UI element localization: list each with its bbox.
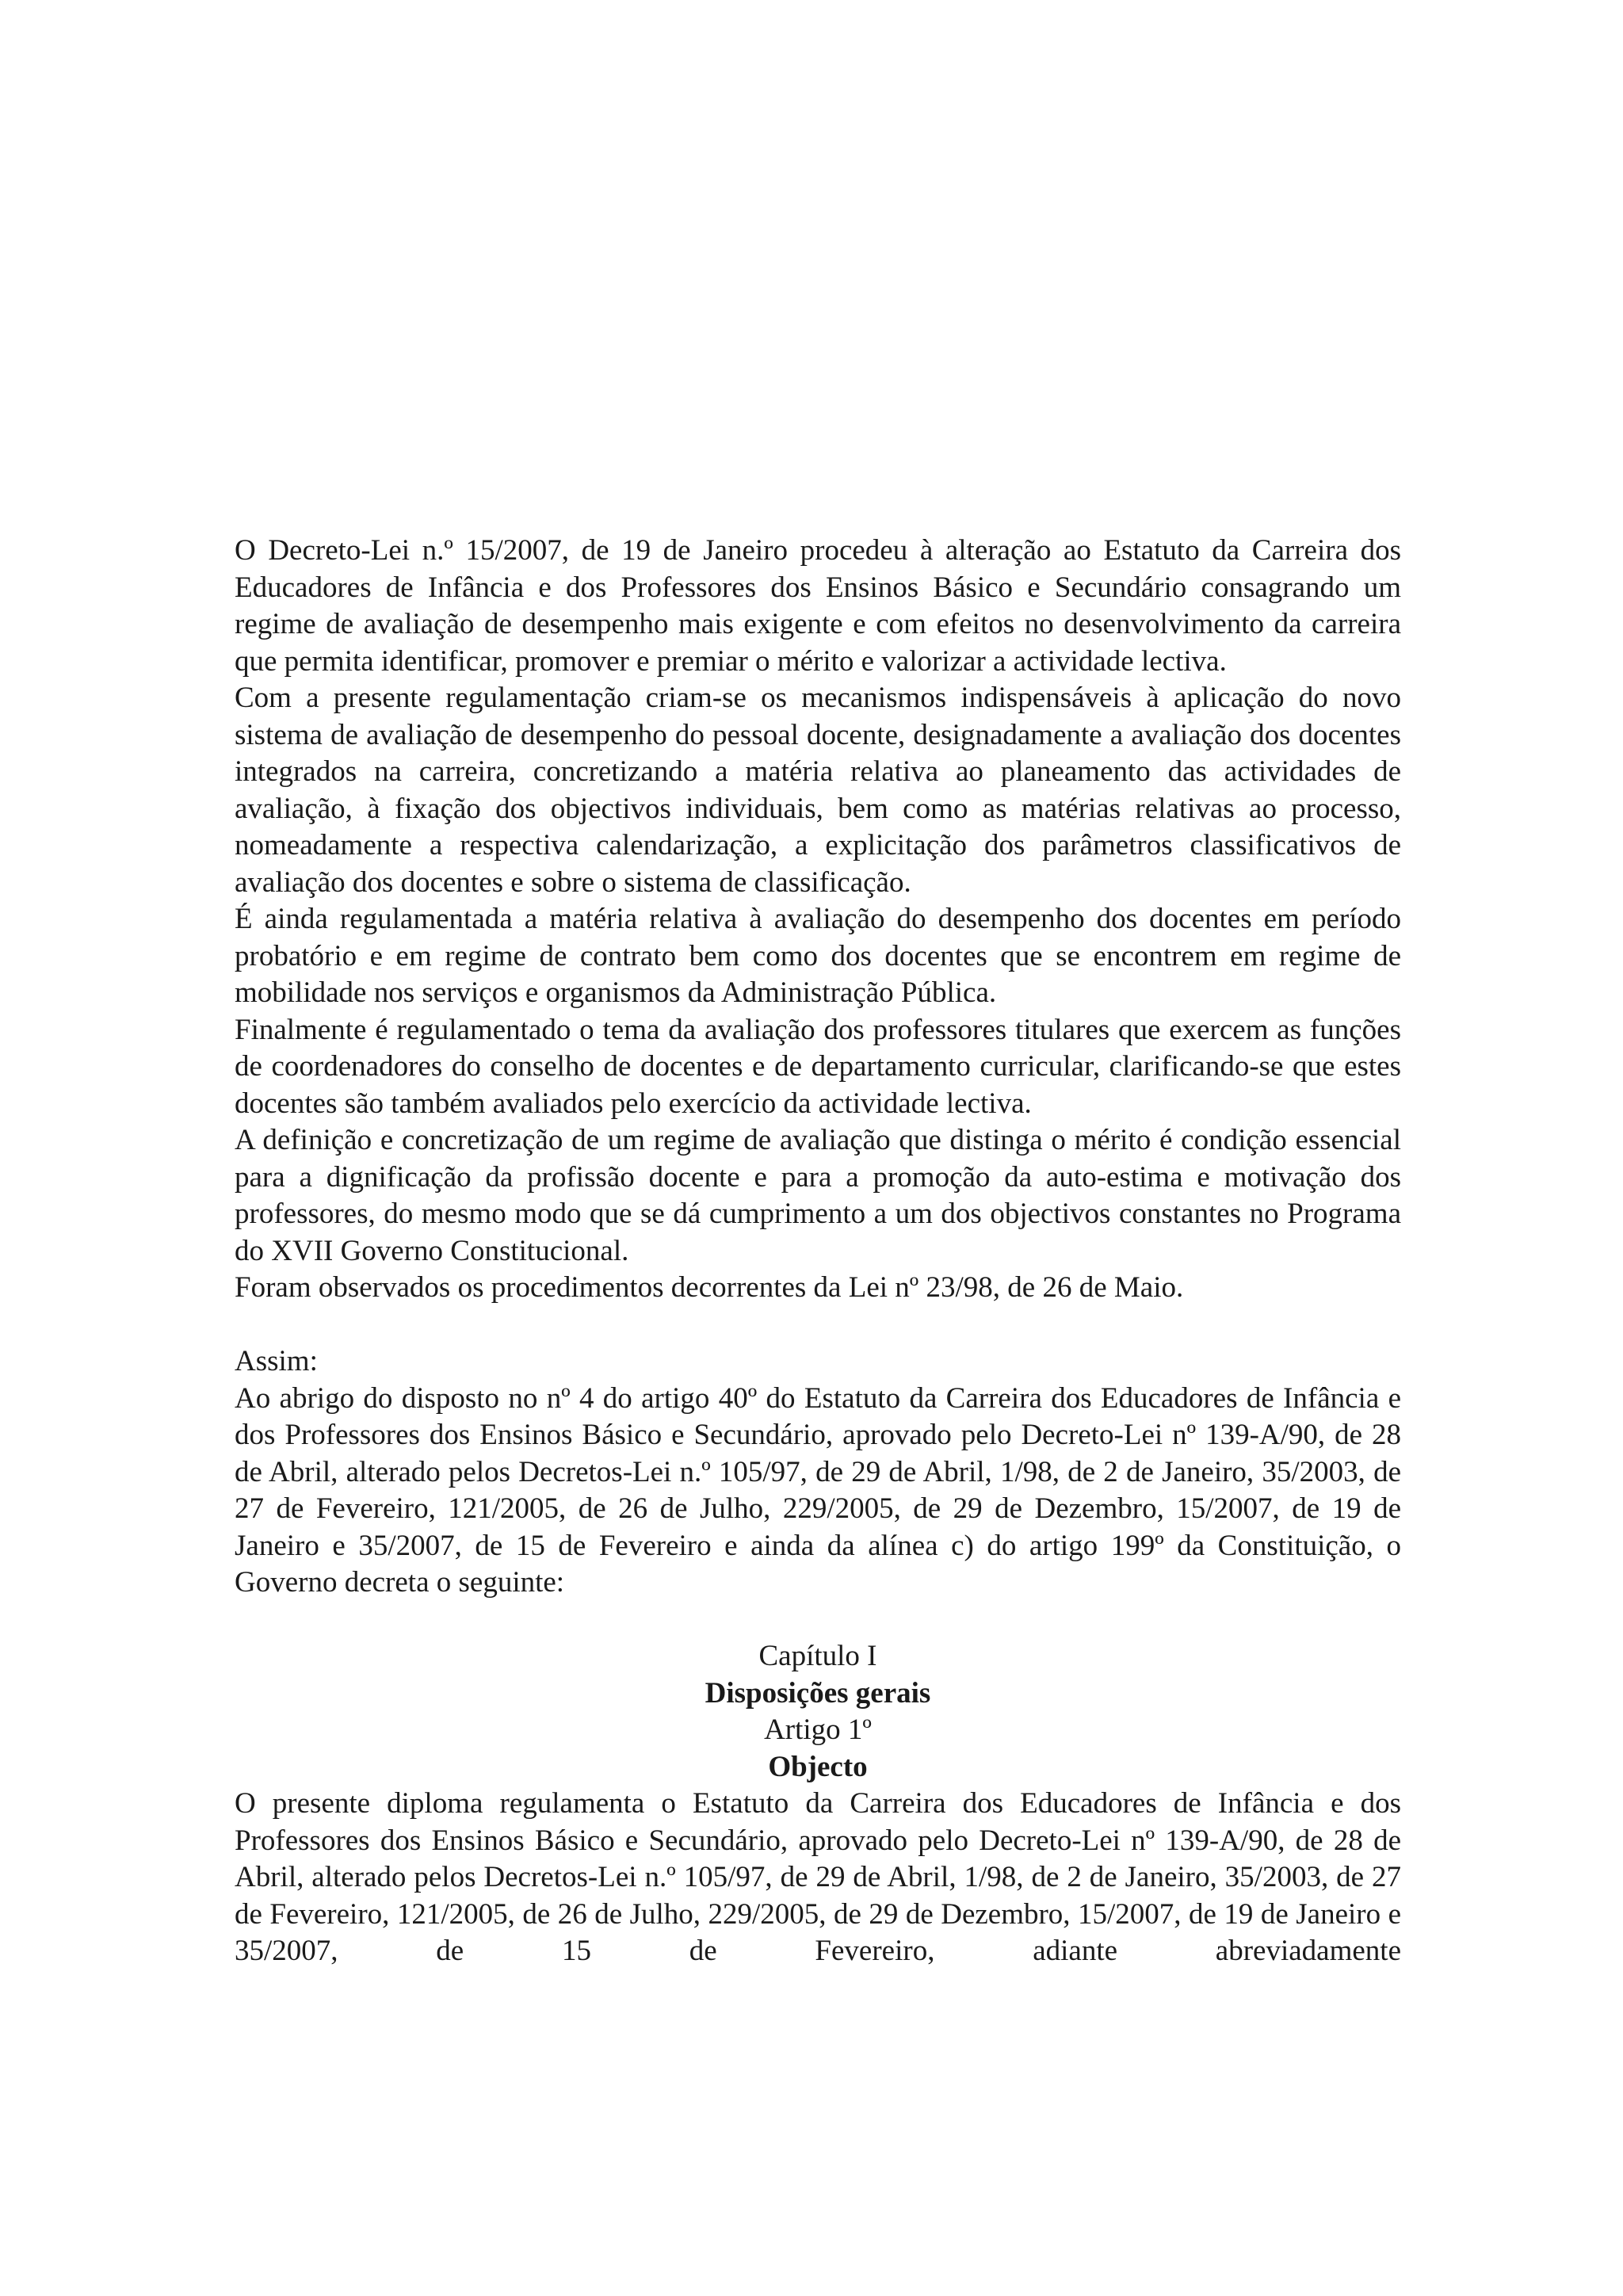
intro-paragraph-6: Foram observados os procedimentos decorrentes da Lei nº 23/98, de 26 de Maio. — [235, 1271, 1184, 1304]
article-label: Artigo 1º — [764, 1713, 872, 1746]
enactment-paragraph: Ao abrigo do disposto no nº 4 do artigo 40º do Estatuto da Carreira dos Educadores de Infância e dos Professores dos Ensinos Básico e Secundário, aprovado pelo Decreto-Lei nº 139-A/90, de 28 de Abril, alterado pelos Decretos-Lei n.º 105/97, de 29 de Abril, 1/98, de 2 de Janeiro, 35/2003, de 27 de Fevereiro, 121/2005, de 26 de Julho, 229/2005, de 29 de Dezembro, 15/2007, de 19 de Janeiro e 35/2007, de 15 de Fevereiro e ainda da alínea c) do artigo 199º da Constituição, o Governo decreta o seguinte: — [235, 1381, 1401, 1599]
blank-line — [235, 1307, 1401, 1344]
assim-line: Assim: — [235, 1345, 318, 1377]
article-body: O presente diploma regulamenta o Estatuto da Carreira dos Educadores de Infância e dos Professores dos Ensinos Básico e Secundário, aprovado pelo Decreto-Lei nº 139-A/90, de 28 de Abril, alterado pelos Decretos-Lei n.º 105/97, de 29 de Abril, 1/98, de 2 de Janeiro, 35/2003, de 27 de Fevereiro, 121/2005, de 26 de Julho, 229/2005, de 29 de Dezembro, 15/2007, de 19 de Janeiro e 35/2007, de 15 de Fevereiro, adiante abreviadamente — [235, 1787, 1401, 1967]
chapter-title: Disposições gerais — [705, 1676, 931, 1710]
intro-paragraph-4: Finalmente é regulamentado o tema da avaliação dos professores titulares que exercem as funções de coordenadores do conselho de docentes e de departamento curricular, clarificando-se que estes docentes são também avaliados pelo exercício da actividade lectiva. — [235, 1013, 1401, 1120]
intro-paragraph-1: O Decreto-Lei n.º 15/2007, de 19 de Janeiro procedeu à alteração ao Estatuto da Carreira dos Educadores de Infância e dos Professores dos Ensinos Básico e Secundário consagrando um regime de avaliação de desempenho mais exigente e com efeitos no desenvolvimento da carreira que permita identificar, promover e premiar o mérito e valorizar a actividade lectiva. — [235, 534, 1401, 678]
intro-paragraph-5: A definição e concretização de um regime de avaliação que distinga o mérito é condição essencial para a dignificação da profissão docente e para a promoção da auto-estima e motivação dos professores, do mesmo modo que se dá cumprimento a um dos objectivos constantes no Programa do XVII Governo Constitucional. — [235, 1124, 1401, 1267]
intro-paragraph-2: Com a presente regulamentação criam-se os mecanismos indispensáveis à aplicação do novo sistema de avaliação de desempenho do pessoal docente, designadamente a avaliação dos docentes integrados na carreira, concretizando a matéria relativa ao planeamento das actividades de avaliação, à fixação dos objectivos individuais, bem como as matérias relativas ao processo, nomeadamente a respectiva calendarização, a explicitação dos parâmetros classificativos de avaliação dos docentes e sobre o sistema de classificação. — [235, 682, 1401, 899]
blank-line — [235, 1602, 1401, 1639]
document-body — [235, 533, 1401, 1970]
chapter-label: Capítulo I — [758, 1640, 877, 1672]
article-title: Objecto — [768, 1750, 868, 1783]
intro-paragraph-3: É ainda regulamentada a matéria relativa à avaliação do desempenho dos docentes em período probatório e em regime de contrato bem como dos docentes que se encontrem em regime de mobilidade nos serviços e organismos da Administração Pública. — [235, 903, 1401, 1009]
